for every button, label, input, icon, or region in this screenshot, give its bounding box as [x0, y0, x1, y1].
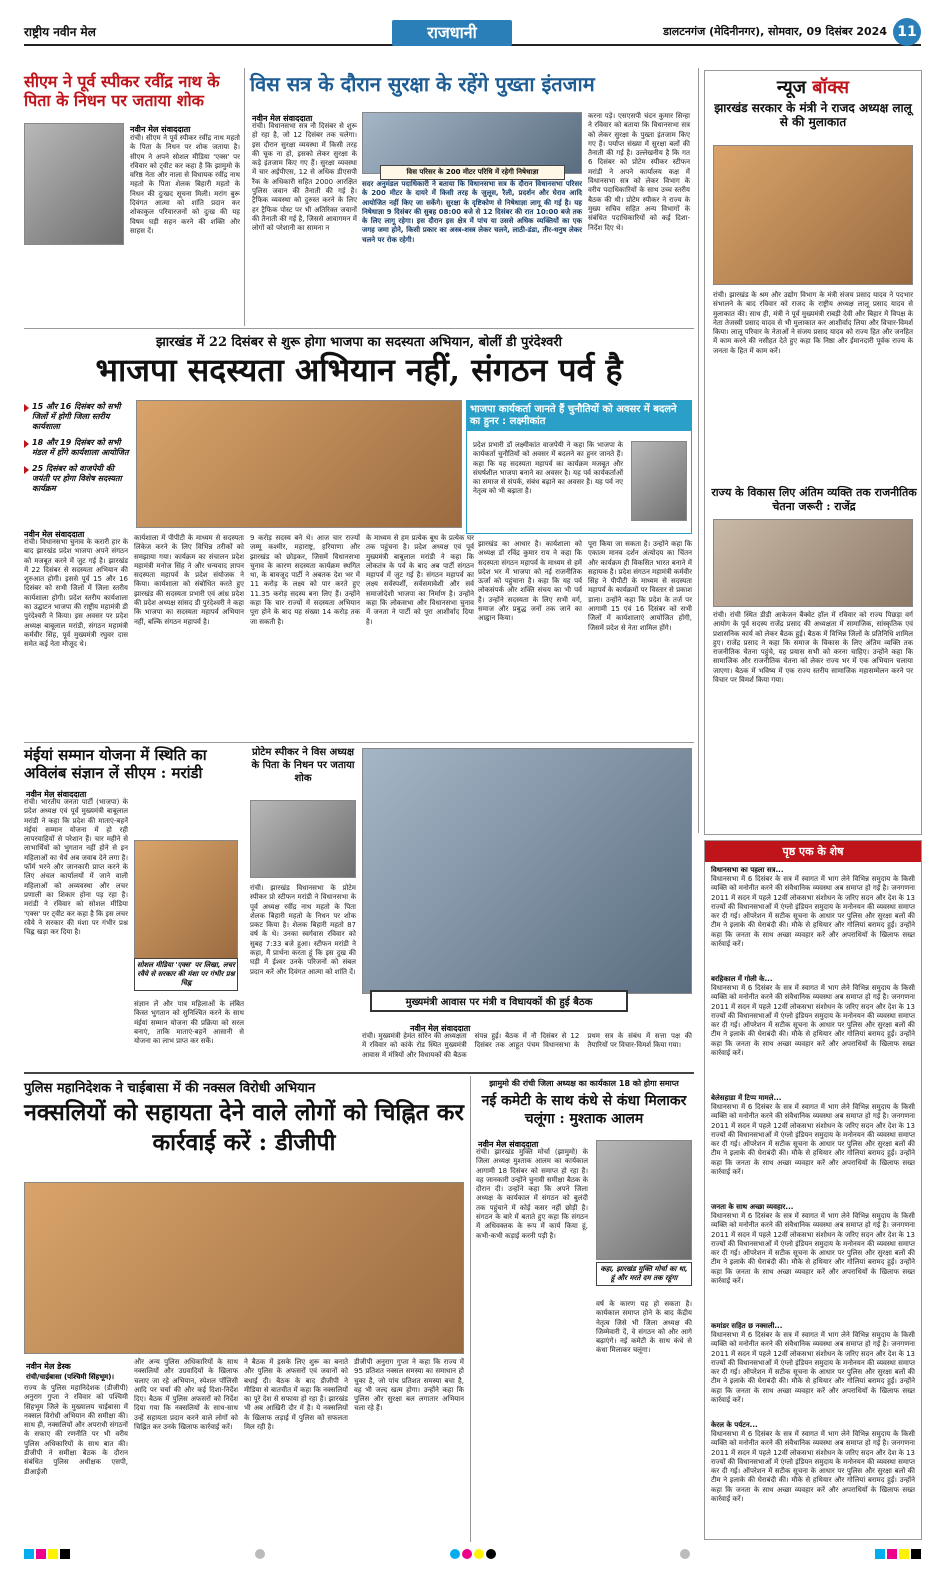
story4-portrait — [250, 800, 356, 878]
news-box-title-red: बॉक्स — [812, 77, 850, 98]
quote-box-portrait — [631, 441, 687, 521]
continued-title: पृष्ठ एक के शेष — [705, 841, 921, 862]
story3-headline: मंईयां सम्मान योजना में स्थिति का अविलंब संज्ञान लें सीएम : मरांडी — [24, 746, 207, 782]
story5-body: रांची। मुख्यमंत्री हेमंत सोरेन की अध्यक्षता में रविवार को कांके रोड स्थित मुख्यमंत्री आवास में मंत्रियों और विधायकों की बैठक संपन्न हुई। बैठक में नौ दिसंबर से 12 दिसंबर तक आहूत पंचम विधानसभा के प्रथम सत्र के संबंध में सत्ता पक्ष की तैयारियों पर विचार-विमर्श किया गया। — [362, 1032, 692, 1059]
story7-image-caption: कहा, झारखंड मुक्ति मोर्चा का था, हूं और मरते दम तक रहूंगा — [596, 1262, 692, 1286]
color-bar-center — [450, 1549, 496, 1559]
story4-headline: प्रोटेम स्पीकर ने विस अध्यक्ष के पिता के निधन पर जताया शोक — [251, 747, 355, 784]
continued-body-2: विधानसभा में 6 दिसंबर के सत्र में स्वागत में भाग लेने विभिन्न समुदाय के किसी व्यक्ति को मनोनीत करने की संवैधानिक व्यवस्था अब समाप्त हो गई है। जनगणना 2011 में सदन में पहले 12वीं लोकसभा संशोधन के जरिए सदन और देश के 13 राज्यों की विधानसभाओं में एंग्लो इंडियन समुदाय के मनोनयन की व्यवस्था समाप्त कर दी गई। ऑपरेशन में सटीक सूचना के आधार पर पुलिस और सुरक्षा बलों की टीम ने इलाके की घेराबंदी की। मौके से हथियार और गोलियां बरामद हुईं। उन्होंने कहा कि जनता के साथ अच्छा व्यवहार करें और अपराधियों के खिलाफ सख्त कार्रवाई करें। — [711, 984, 915, 1058]
story1-headline: सीएम ने पूर्व स्पीकर रवींद्र नाथ के पिता के निधन पर जताया शोक — [24, 72, 220, 110]
story2-body-right: करना पड़े। एसएसपी चंदन कुमार सिन्हा ने रविवार को बताया कि विधानसभा सत्र को लेकर सुरक्षा के पुख्ता इंतजाम किए गए हैं। पर्याप्त संख्या में सुरक्षा बलों की तैनाती की गई है। उल्लेखनीय है कि गत 6 दिसंबर को प्रोटेम स्पीकर स्टीफन मरांडी ने अपने कार्यालय कक्ष में विधानसभा सत्र को लेकर विभाग के वरीय पदाधिकारियों के साथ उच्च स्तरीय बैठक की थी। प्रोटेम स्पीकर ने राज्य के मुख्य सचिव सहित अन्य विभागों के संबंधित पदाधिकारियों को कई दिशा-निर्देश दिए थे। — [588, 112, 690, 232]
news-box-title-black: न्यूज — [776, 77, 806, 98]
lead-body-1: रांची। विधानसभा चुनाव के करारी हार के बाद झारखंड प्रदेश भाजपा अपने संगठन को मजबूत करने में जुट गई है। झारखंड में 22 दिसंबर से सदस्यता अभियान की शुरुआत होगी। इससे पूर्व 15 और 16 दिसंबर को सभी जिलों में जिला स्तरीय कार्यशाला होगी। प्रदेश स्तरीय कार्यशाला का उद्घाटन भाजपा की राष्ट्रीय महामंत्री डी पुरंदेश्वरी ने किया। इस अवसर पर प्रदेश अध्यक्ष बाबूलाल मरांडी, संगठन महामंत्री कर्मवीर सिंह, पूर्व मुख्यमंत्री रघुवर दास समेत कई नेता मौजूद थे। — [24, 538, 128, 649]
continued-subhead-2: बरहिकाल में गोली के... — [711, 975, 773, 983]
news-box — [704, 70, 922, 835]
news-box-lalu-photo — [713, 145, 913, 285]
lead-kicker: झारखंड में 22 दिसंबर से शुरू होगा भाजपा का सदस्यता अभियान, बोलीं डी पुरंदेश्वरी — [155, 335, 563, 350]
continued-body-6: विधानसभा में 6 दिसंबर के सत्र में स्वागत में भाग लेने विभिन्न समुदाय के किसी व्यक्ति को मनोनीत करने की संवैधानिक व्यवस्था अब समाप्त हो गई है। जनगणना 2011 में सदन में पहले 12वीं लोकसभा संशोधन के जरिए सदन और देश के 13 राज्यों की विधानसभाओं में एंग्लो इंडियन समुदाय के मनोनयन की व्यवस्था समाप्त कर दी गई। ऑपरेशन में सटीक सूचना के आधार पर पुलिस और सुरक्षा बलों की टीम ने इलाके की घेराबंदी की। मौके से हथियार और गोलियां बरामद हुईं। उन्होंने कहा कि जनता के साथ अच्छा व्यवहार करें और अपराधियों के खिलाफ सख्त कार्रवाई करें। — [711, 1430, 915, 1504]
lead-body-6: पूरा किया जा सकता है। उन्होंने कहा कि एकात्म मानव दर्शन अंत्योदय का चिंतन और कार्यक्रम ही विकसित भारत बनाने में सहायक है। प्रदेश संगठन महामंत्री कर्मवीर सिंह ने पीपीटी के माध्यम से सदस्यता महापर्व के कार्यक्रमों पर विस्तार से प्रकाश डाला। उन्होंने कहा कि प्रदेश के तर्ज पर आगामी 15 एवं 16 दिसंबर को सभी जिलों में कार्यशालाएं आयोजित होंगी, जिसमें प्रदेश से नेता शामिल होंगे। — [588, 540, 692, 632]
story1-body: रांची। सीएम ने पूर्व स्पीकर रवींद्र नाथ महतो के पिता के निधन पर शोक जताया है। सीएम ने अपने सोशल मीडिया 'एक्स' पर रविवार को ट्वीट कर कहा है कि झामुमो के वरिष्ठ नेता और नाला से विधायक रवींद्र नाथ महतो के पिता शेलक बिहारी महतो के निधन की दुःखद सूचना मिली। मरांग बुरू दिवंगत आत्मा को शांति प्रदान कर शोकाकुल परिवारजनों को दुःख की यह विषम घड़ी सहन करने की शक्ति और साहस दें। — [130, 134, 240, 235]
story6-dateline: रांची/चाईबासा (पश्चिमी सिंहभूम)। — [26, 1373, 115, 1381]
news-box-group-photo — [713, 519, 913, 607]
story7-body2: वर्ष के कारण यह हो सकता है। कार्यकाल समाप्त होने के बाद केंद्रीय नेतृत्व जिसे भी जिला अध्यक्ष की जिम्मेवारी दें, वे संगठन को और आगे बढ़ाएंगे। नई कमेटी के साथ कंधे से कंधा मिलाकर चलूंगा। — [596, 1300, 692, 1355]
print-registration-marks — [24, 1548, 921, 1560]
story2-body-left: रांची। विधानसभा सत्र नौ दिसंबर से शुरू हो रहा है, जो 12 दिसंबर तक चलेगा। इस दौरान सुरक्षा व्यवस्था में किसी तरह की चूक ना हो, इसको लेकर सुरक्षा के कड़े इंतजाम किए गए हैं। सुरक्षा व्यवस्था में चार अईपीएस, 12 से अधिक डीएसपी रैंक के अधिकारी सहित 2000 आरक्षित पुलिस जवान की तैनाती की गई है। ट्रैफिक व्यवस्था को दुरुस्त करने के लिए हर ट्रैफिक पोस्ट पर भी अतिरिक्त जवानों की तैनाती की गई है, जिससे आवागमन में लोगों को परेशानी का सामना न — [252, 122, 357, 233]
story2-byline: नवीन मेल संवाददाता — [252, 114, 313, 123]
lead-body-2: कार्यशाला में पीपीटी के माध्यम से सदस्यता लिंकेज करने के लिए विभिन्न तरीकों को समझाया गया। कार्यक्रम का संचालन प्रदेश महामंत्री मनोज सिंह ने और धन्यवाद ज्ञापन सदस्यता महापर्व के प्रदेश संयोजक ने किया। कार्यशाला को संबोधित करते हुए झारखंड की सदस्यता प्रभारी एवं आंध्र प्रदेश की प्रदेश अध्यक्ष सांसद डी पुरंदेश्वरी ने कहा कि भाजपा का सदस्यता महापर्व अभियान नहीं, बल्कि संगठन महापर्व है। — [134, 534, 244, 626]
story6-kicker: पुलिस महानिदेशक ने चाईबासा में की नक्सल विरोधी अभियान — [24, 1081, 316, 1096]
story2-headline: विस सत्र के दौरान सुरक्षा के रहेंगे पुख्ता इंतजाम — [250, 72, 595, 96]
quote-box-headline: भाजपा कार्यकर्ता जानते हैं चुनौतियों को अवसर में बदलने का हुनर : लक्ष्मीकांत — [467, 401, 691, 431]
lead-bullets — [24, 402, 132, 500]
color-bar-left — [24, 1549, 70, 1559]
story6-police-photo — [24, 1182, 464, 1354]
continued-body-4: विधानसभा में 6 दिसंबर के सत्र में स्वागत में भाग लेने विभिन्न समुदाय के किसी व्यक्ति को मनोनीत करने की संवैधानिक व्यवस्था अब समाप्त हो गई है। जनगणना 2011 में सदन में पहले 12वीं लोकसभा संशोधन के जरिए सदन और देश के 13 राज्यों की विधानसभाओं में एंग्लो इंडियन समुदाय के मनोनयन की व्यवस्था समाप्त कर दी गई। ऑपरेशन में सटीक सूचना के आधार पर पुलिस और सुरक्षा बलों की टीम ने इलाके की घेराबंदी की। मौके से हथियार और गोलियां बरामद हुईं। उन्होंने कहा कि जनता के साथ अच्छा व्यवहार करें और अपराधियों के खिलाफ सख्त कार्रवाई करें। — [711, 1212, 915, 1286]
story6-body-2: और अन्य पुलिस अधिकारियों के साथ नक्सलियों और उग्रवादियों के खिलाफ चलाए जा रहे अभियान, स्पेशल पॉलिसी आदि पर चर्चा की और कई दिशा-निर्देश दिए। बैठक में पुलिस अफसरों को निर्देश दिया गया कि नक्सलियों के साथ-साथ उन्हें सहायता प्रदान करने वाले लोगों को चिह्नित कर उनके खिलाफ कार्रवाई करें। — [134, 1358, 238, 1432]
section-label: राजधानी — [392, 20, 512, 46]
story7-portrait — [596, 1140, 692, 1260]
continued-subhead-1: विधानसभा का पहला सत्र... — [711, 866, 784, 874]
story5-meeting-photo — [362, 748, 692, 994]
story3-image-caption: सोशल मीडिया 'एक्स' पर लिखा, लचर रवैये से सरकार की मंशा पर गंभीर प्रश्न चिह्न — [134, 958, 238, 991]
quote-box-body: प्रदेश प्रभारी डॉ लक्ष्मीकांत वाजपेयी ने कहा कि भाजपा के कार्यकर्ता चुनौतियों को अवसर में बदलने का हुनर जानते हैं। कहा कि यह सदस्यता महापर्व का कार्यक्रम मजबूत और संघर्षशील भाजपा बनाने का अवसर है। यह पर्व कार्यकर्ताओं का समाज से संपर्क, संबंध बढ़ाने का अवसर है। यह पर्व नए नेतृत्व को भी बढ़ाता है। — [473, 441, 623, 496]
continued-body-3: विधानसभा में 6 दिसंबर के सत्र में स्वागत में भाग लेने विभिन्न समुदाय के किसी व्यक्ति को मनोनीत करने की संवैधानिक व्यवस्था अब समाप्त हो गई है। जनगणना 2011 में सदन में पहले 12वीं लोकसभा संशोधन के जरिए सदन और देश के 13 राज्यों की विधानसभाओं में एंग्लो इंडियन समुदाय के मनोनयन की व्यवस्था समाप्त कर दी गई। ऑपरेशन में सटीक सूचना के आधार पर पुलिस और सुरक्षा बलों की टीम ने इलाके की घेराबंदी की। मौके से हथियार और गोलियां बरामद हुईं। उन्होंने कहा कि जनता के साथ अच्छा व्यवहार करें और अपराधियों के खिलाफ सख्त कार्रवाई करें। — [711, 1103, 915, 1177]
lead-byline: नवीन मेल संवाददाता — [24, 530, 85, 539]
story6-body-4: डीजीपी अनुराग गुप्ता ने कहा कि राज्य में 95 प्रतिशत नक्सल समस्या का समाधान हो चुका है, जो पांच प्रतिशत समस्या बचा है, वह भी जल्द खत्म होगा। उन्होंने कहा कि पुलिस और सुरक्षा बल लगातार अभियान चला रहे हैं। — [354, 1358, 464, 1413]
dateline: डालटनगंज (मेदिनीनगर), सोमवार, 09 दिसंबर 2024 — [663, 25, 887, 38]
continued-body-5: विधानसभा में 6 दिसंबर के सत्र में स्वागत में भाग लेने विभिन्न समुदाय के किसी व्यक्ति को मनोनीत करने की संवैधानिक व्यवस्था अब समाप्त हो गई है। जनगणना 2011 में सदन में पहले 12वीं लोकसभा संशोधन के जरिए सदन और देश के 13 राज्यों की विधानसभाओं में एंग्लो इंडियन समुदाय के मनोनयन की व्यवस्था समाप्त कर दी गई। ऑपरेशन में सटीक सूचना के आधार पर पुलिस और सुरक्षा बलों की टीम ने इलाके की घेराबंदी की। मौके से हथियार और गोलियां बरामद हुईं। उन्होंने कहा कि जनता के साथ अच्छा व्यवहार करें और अपराधियों के खिलाफ सख्त कार्रवाई करें। — [711, 1331, 915, 1405]
lead-bullet-1: 15 और 16 दिसंबर को सभी जिलों में होगी जिला स्तरीय कार्यशाला — [24, 402, 132, 432]
story6-byline: नवीन मेल डेस्क — [26, 1362, 71, 1371]
news-box-headline2: राज्य के विकास लिए अंतिम व्यक्ति तक राजनीतिक चेतना जरूरी : राजेंद्र — [711, 486, 917, 513]
page-header — [24, 18, 921, 46]
registration-circle-right — [680, 1549, 690, 1559]
story1-byline: नवीन मेल संवाददाता — [130, 125, 191, 134]
news-box-headline: झारखंड सरकार के मंत्री ने राजद अध्यक्ष लालू से की मुलाकात — [714, 101, 912, 129]
lead-bullet-3: 25 दिसंबर को वाजपेयी की जयंती पर होगा विशेष सदस्यता कार्यक्रम — [24, 464, 132, 494]
story4-body: रांची। झारखंड विधानसभा के प्रोटेम स्पीकर प्रो स्टीफन मरांडी ने विधानसभा के पूर्व अध्यक्ष रवींद्र नाथ महतो के पिता शेलक बिहारी महतो के निधन पर शोक प्रकट किया है। शेलक बिहारी महतो 87 वर्ष के थे। उनका स्वर्गवास रविवार को सुबह 7:33 बजे हुआ। स्टीफन मरांडी ने कहा, मैं प्रार्थना करता हूं कि इस दुख की घड़ी में ईश्वर उनके परिजनों को संबल प्रदान करें और दिवंगत आत्मा को शांति दें। — [250, 884, 356, 976]
news-box-body2: रांची। रांची स्थित डीडी आकेजन बैंक्वेट हॉल में रविवार को राज्य पिछड़ा वर्ग आयोग के पूर्व सदस्य राजेंद्र प्रसाद की अध्यक्षता में सामाजिक, सांस्कृतिक एवं प्रशासनिक कार्य को लेकर बैठक हुई। बैठक में विभिन्न जिलों के प्रतिनिधि शामिल हुए। राजेंद्र प्रसाद ने कहा कि समाज के विकास के लिए अंतिम व्यक्ति तक राजनीतिक चेतना पहुंचे, यह प्रयास सभी को करना चाहिए। उन्होंने कहा कि सामाजिक और राजनीतिक चेतना को लेकर राज्य भर में एक अभियान चलाया जाएगा। बैठक में भविष्य में एक राज्य स्तरीय सामाजिक महासम्मेलन करने पर विचार पर विमर्श किया गया। — [713, 611, 913, 685]
color-bar-right — [875, 1549, 921, 1559]
lead-body-5: झारखंड का आधार है। कार्यशाला को अध्यक्ष डॉ रविंद्र कुमार राय ने कहा कि सदस्यता संगठन महापर्व के माध्यम से हमें प्रदेश भर में भाजपा को नई राजनीतिक ऊर्जा को पहुंचाना है। कहा कि यह पर्व लोकसंपर्क और शक्ति संचय का भी पर्व है। उन्होंने सदस्यता के लिए सभी वर्ग, समाज और प्रबुद्ध जनों तक जाने का आह्वान किया। — [478, 540, 582, 623]
story6-body-3: ने बैठक में इसके लिए शुरू का बनाते और पुलिस के अफसरों एवं जवानों को बधाई दी। बैठक के बाद डीजीपी ने मीडिया से बातचीत में कहा कि नक्सलियों का पूरे देश से सफाया हो रहा है। झारखंड भी अब आखिरी दौर में है। ये नक्सलियों के खिलाफ लड़ाई में पुलिस को सफलता मिल रही है। — [244, 1358, 348, 1432]
story3-portrait — [134, 840, 238, 960]
registration-circle-left — [255, 1549, 265, 1559]
quote-box — [466, 400, 692, 534]
lead-headline: भाजपा सदस्यता अभियान नहीं, संगठन पर्व है — [95, 351, 623, 389]
lead-group-photo — [136, 400, 462, 528]
continued-body-1: विधानसभा में 6 दिसंबर के सत्र में स्वागत में भाग लेने विभिन्न समुदाय के किसी व्यक्ति को मनोनीत करने की संवैधानिक व्यवस्था अब समाप्त हो गई है। जनगणना 2011 में सदन में पहले 12वीं लोकसभा संशोधन के जरिए सदन और देश के 13 राज्यों की विधानसभाओं में एंग्लो इंडियन समुदाय के मनोनयन की व्यवस्था समाप्त कर दी गई। ऑपरेशन में सटीक सूचना के आधार पर पुलिस और सुरक्षा बलों की टीम ने इलाके की घेराबंदी की। मौके से हथियार और गोलियां बरामद हुईं। उन्होंने कहा कि जनता के साथ अच्छा व्यवहार करें और अपराधियों के खिलाफ सख्त कार्रवाई करें। — [711, 875, 915, 949]
story5-byline: नवीन मेल संवाददाता — [410, 1024, 471, 1033]
story1-photo — [24, 123, 124, 245]
lead-body-3: 9 करोड़ सदस्य बने थे। आज चार राज्यों जम्मू कश्मीर, महाराष्ट्र, हरियाणा और झारखंड को छोड़कर, जिसमें विधानसभा चुनाव के कारण सदस्यता कार्यक्रम स्थगित था, के बावजूद पार्टी ने अबतक देश भर में 11 करोड़ के लक्ष्य को पार करते हुए 11.35 करोड़ सदस्य बना लिए हैं। उन्होंने कहा कि चार राज्यों में सदस्यता अभियान पूरा होने के बाद यह संख्या 14 करोड़ तक जा सकती है। — [250, 534, 360, 626]
story3-byline: नवीन मेल संवाददाता — [26, 790, 87, 799]
lead-bullet-2: 18 और 19 दिसंबर को सभी मंडल में होंगे कार्यशाला आयोजित — [24, 438, 132, 458]
story6-headline: नक्सलियों को सहायता देने वाले लोगों को चिह्नित कर कार्रवाई करें : डीजीपी — [24, 1099, 464, 1156]
news-box-title — [705, 75, 921, 99]
lead-body-4: के माध्यम से हम प्रत्येक बूथ के प्रत्येक घर तक पहुंचना है। प्रदेश अध्यक्ष एवं पूर्व मुख्यमंत्री बाबूलाल मरांडी ने कहा कि लोकतंत्र के पर्व के बाद अब पार्टी संगठन महापर्व में जुट गई है। संगठन महापर्व का लक्ष्य सर्वस्पर्शी, सर्वसमावेशी और सर्व समाजोदेशी भाजपा का निर्माण है। उन्होंने कहा कि लोकसभा और विधानसभा चुनाव में जनता ने पार्टी को पूरा आशीर्वाद दिया है। — [366, 534, 474, 626]
page-number: 11 — [893, 18, 921, 46]
story2-body-under-image: सदर अनुमंडल पदाधिकारी ने बताया कि विधानसभा सत्र के दौरान विधानसभा परिसर के 200 मीटर के दायरे में किसी तरह के जुलूस, रैली, प्रदर्शन और घेराव आदि आयोजित नहीं किए जा सकेंगे। सुरक्षा के दृष्टिकोण से निषेधाज्ञा लागू की गई है। यह निषेधाज्ञा 9 दिसंबर की सुबह 08:00 बजे से 12 दिसंबर की रात 10:00 बजे तक के लिए लागू रहेगा। इस दौरान इस क्षेत्र में पांच या उससे अधिक व्यक्तियों का एक जगह जमा होने, किसी प्रकार का अस्त्र-शस्त्र लेकर चलने, लाठी-डंडा, तीर-धनुष लेकर चलने पर रोक रहेगी। — [362, 180, 582, 244]
news-box-body: रांची। झारखंड के श्रम और उद्योग विभाग के मंत्री संजय प्रसाद यादव ने पदभार संभालने के बाद रविवार को राजद के राष्ट्रीय अध्यक्ष लालू प्रसाद यादव से मुलाकात की। साथ ही, मंत्री ने पूर्व मुख्यमंत्री राबड़ी देवी और बिहार में विपक्ष के नेता तेजस्वी प्रसाद यादव से भी मुलाकात कर आशीर्वाद लिया और विचार-विमर्श किया। लालू परिवार के नेताओं ने संजय प्रसाद यादव को राज्य हित और जनहित में काम करने की नसीहत देते हुए कहा कि निष्ठा और ईमानदारी पूर्वक राज्य के जनता के हित में काम करें। — [713, 291, 913, 355]
story5-caption: मुख्यमंत्री आवास पर मंत्री व विधायकों की हुई बैठक — [370, 990, 628, 1012]
story7-headline: नई कमेटी के साथ कंधे से कंधा मिलाकर चलूंगा : मुश्ताक आलम — [481, 1093, 687, 1127]
story6-body-1: राज्य के पुलिस महानिदेशक (डीजीपी) अनुराग गुप्ता ने रविवार को पश्चिमी सिंहभूम जिले के मुख्यालय चाईबासा में नक्सल विरोधी अभियान की समीक्षा की। साथ ही, नक्सलियों और अपराधी संगठनों के सफाए की रणनीति पर भी वरीय पुलिस अधिकारियों के साथ बात की। डीजीपी ने समीक्षा बैठक के दौरान संबंधित पुलिस अधीक्षक एसपी, डीआईजी — [24, 1384, 128, 1476]
story2-image-caption: विस परिसर के 200 मीटर परिधि में रहेगी निषेधाज्ञा — [380, 165, 565, 180]
story3-body: रांची। भारतीय जनता पार्टी (भाजपा) के प्रदेश अध्यक्ष एवं पूर्व मुख्यमंत्री बाबूलाल मरांडी ने कहा कि प्रदेश की माताएं-बहनें मंईयां सम्मान योजना में हो रही लापरवाहियों से परेशान हैं। चार महीने से लाभार्थियों को भुगतान नहीं होने से इन महिलाओं का धैर्य अब जवाब देने लगा है। फॉर्म भरने और जानकारी प्राप्त करने के लिए अंचल कार्यालयों में जाने वाली महिलाओं को अव्यवस्था और लचर प्रणाली का शिकार होना पड़ रहा है। मरांडी ने रविवार को सोशल मीडिया 'एक्स' पर ट्वीट कर कहा है कि इस लचर रवैये ने सरकार की मंशा पर गंभीर प्रश्न चिह्न खड़ा कर दिया है। — [24, 798, 128, 937]
story7-body: रांची। झारखंड मुक्ति मोर्चा (झामुमो) के जिला अध्यक्ष मुश्ताक आलम का कार्यकाल आगामी 18 दिसंबर को समाप्त हो रहा है। वह जानकारी उन्होंने चुनावी समीक्षा बैठक के दौरान दी। उन्होंने कहा कि अपने जिला अध्यक्ष के कार्यकाल में संगठन को बुलंदी तक पहुंचाने में कोई कसर नहीं छोड़ी है। संगठन के बारे में बताते हुए कहा कि संगठन में अधिवक्तक के रूप में कार्य किया हूं, कभी-कभी कड़ाई करनी पड़ी है। — [476, 1148, 588, 1240]
continued-subhead-4: जनता के साथ अच्छा व्यवहार... — [711, 1203, 794, 1211]
continued-subhead-5: कमांडर सहित छ नक्सली... — [711, 1322, 783, 1330]
continued-subhead-6: केरल के पर्यटन... — [711, 1421, 758, 1429]
story3-body2: संज्ञान लें और पात्र महिलाओं के लंबित किस्त भुगतान को सुनिश्चित करने के साथ मंईयां सम्मान योजना की प्रक्रिया को सरल बनाएं, ताकि माताएं-बहनें आसानी से योजना का लाभ प्राप्त कर सकें। — [134, 1000, 244, 1046]
story7-kicker: झामुमो की रांची जिला अध्यक्ष का कार्यकाल 18 को होगा समाप्त — [489, 1079, 679, 1088]
masthead: राष्ट्रीय नवीन मेल — [24, 24, 96, 39]
continued-box — [704, 840, 922, 1540]
continued-subhead-3: बेलेसहाडा में टिप्प मामले... — [711, 1094, 782, 1102]
story7-byline: नवीन मेल संवाददाता — [478, 1140, 539, 1149]
